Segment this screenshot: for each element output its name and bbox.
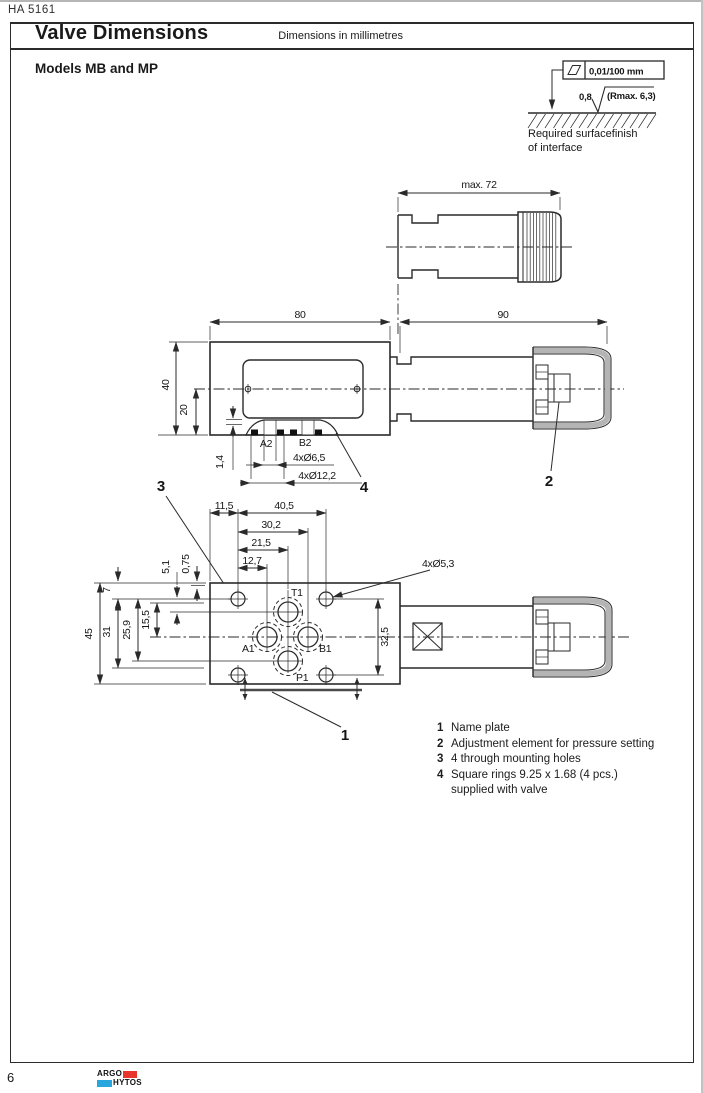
dim-11-5: 11,5 xyxy=(214,500,234,512)
legend-text-2: Adjustment element for pressure setting xyxy=(451,737,655,750)
port-p1-label: P1 xyxy=(296,672,309,684)
solenoid-tube-bottom xyxy=(390,414,533,421)
callout-1: 1 xyxy=(340,727,350,744)
solenoid-tube-top xyxy=(390,357,533,364)
footer xyxy=(0,1066,703,1093)
legend-text-4: Square rings 9.25 x 1.68 (4 pcs.) xyxy=(451,768,618,781)
legend-text-1: Name plate xyxy=(451,722,510,734)
legend-num-3: 3 xyxy=(437,753,444,765)
callout-3: 3 xyxy=(156,478,166,495)
dim-dia-5-3: 4xØ5,3 xyxy=(421,558,455,570)
dim-25-9: 25,9 xyxy=(121,620,133,640)
legend-text-4-cont: supplied with valve xyxy=(451,784,548,796)
section-heading: Models MB and MP xyxy=(35,61,159,76)
flatness-value: 0,01/100 mm xyxy=(589,66,644,78)
dim-30-2: 30,2 xyxy=(261,519,281,531)
dim-12-7: 12,7 xyxy=(242,555,262,567)
port-b2-label: B2 xyxy=(298,437,312,449)
port-a1-label: A1 xyxy=(242,643,255,655)
roughness-value: 0,8 xyxy=(579,92,592,103)
dim-0-75: 0,75 xyxy=(180,554,192,574)
callout-2: 2 xyxy=(544,473,554,490)
surface-finish-graphic xyxy=(528,61,664,154)
logo-blue-block xyxy=(97,1080,112,1087)
port-a2-label: A2 xyxy=(259,438,273,450)
bottom-view-drawing xyxy=(83,500,631,744)
surface-hatching xyxy=(528,114,656,128)
legend xyxy=(437,721,654,799)
logo-red-block xyxy=(123,1071,137,1078)
dim-20: 20 xyxy=(178,404,190,416)
dim-40-5: 40,5 xyxy=(274,500,294,512)
dim-32-5: 32,5 xyxy=(379,627,391,647)
dim-40: 40 xyxy=(160,379,172,391)
argo-hytos-logo xyxy=(97,1070,147,1088)
legend-item-2 xyxy=(437,737,654,753)
legend-num-1: 1 xyxy=(437,722,444,734)
valve-body-bottom xyxy=(210,583,400,684)
callout-4: 4 xyxy=(359,479,369,496)
legend-num-4: 4 xyxy=(437,768,444,781)
page-subtitle: Dimensions in millimetres xyxy=(278,30,403,42)
side-view-drawing xyxy=(157,309,624,593)
dim-90: 90 xyxy=(497,309,509,321)
port-b1-label: B1 xyxy=(319,643,332,655)
dim-80: 80 xyxy=(294,309,306,321)
legend-item-3 xyxy=(437,752,654,768)
legend-item-1 xyxy=(437,721,654,737)
adjustment-element xyxy=(548,374,570,402)
dim-dia-6-5: 4xØ6,5 xyxy=(292,452,326,464)
dim-15-5: 15,5 xyxy=(140,610,152,630)
dim-1-4: 1,4 xyxy=(214,455,226,469)
flatness-icon xyxy=(568,66,581,75)
port-t1-label: T1 xyxy=(291,587,303,599)
top-view-drawing xyxy=(386,179,572,336)
legend-text-3: 4 through mounting holes xyxy=(451,753,581,765)
dim-max-72: max. 72 xyxy=(461,179,497,191)
dim-5-1: 5,1 xyxy=(160,560,172,574)
dim-dia-12-2: 4xØ12,2 xyxy=(298,470,336,482)
legend-item-4 xyxy=(437,768,654,784)
logo-text-argo: ARGO xyxy=(97,1069,123,1078)
dim-7: 7 xyxy=(101,587,113,593)
page-title: Valve Dimensions xyxy=(35,22,209,44)
dim-31: 31 xyxy=(101,626,113,638)
surface-caption-2: of interface xyxy=(528,142,583,154)
roughness-max: (Rmax. 6,3) xyxy=(607,91,656,102)
doc-code: HA 5161 xyxy=(8,4,56,16)
surface-caption-1: Required surfacefinish xyxy=(528,128,638,140)
page-number: 6 xyxy=(7,1070,15,1085)
dim-21-5: 21,5 xyxy=(251,537,271,549)
logo-text-hytos: HYTOS xyxy=(113,1078,142,1087)
dim-45: 45 xyxy=(83,628,95,640)
legend-num-2: 2 xyxy=(437,737,444,750)
